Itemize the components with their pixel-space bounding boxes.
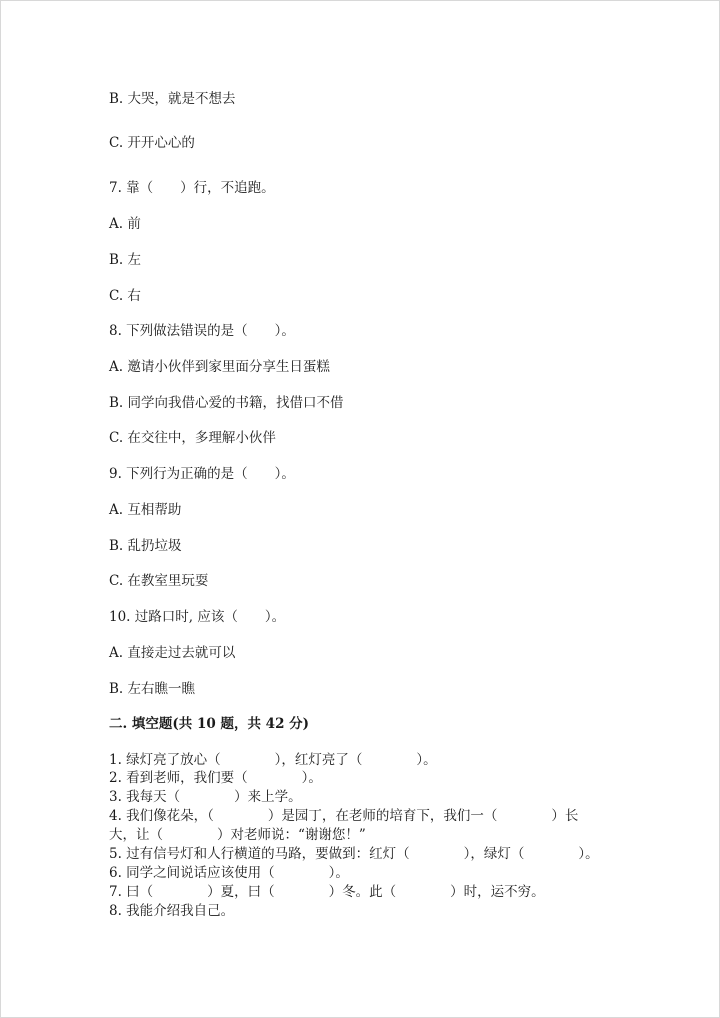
fill-question-7: 7. 曰（ ）夏，曰（ ）冬。此（ ）时，运不穷。: [109, 884, 545, 900]
fill-question-6: 6. 同学之间说话应该使用（ ）。: [109, 865, 349, 881]
question-7: 7. 靠（ ）行，不追跑。: [109, 180, 275, 196]
option-a-q7: A. 前: [109, 216, 141, 232]
fill-question-4: 4. 我们像花朵，（ ）是园丁，在老师的培育下，我们一（ ）长: [109, 808, 579, 824]
option-c-q9: C. 在教室里玩耍: [109, 573, 209, 589]
option-a-q10: A. 直接走过去就可以: [109, 645, 236, 661]
fill-question-8: 8. 我能介绍我自己。: [109, 903, 235, 919]
fill-question-2: 2. 看到老师，我们要（ ）。: [109, 770, 322, 786]
question-8: 8. 下列做法错误的是（ ）。: [109, 323, 295, 339]
question-10: 10. 过路口时, 应该（ ）。: [109, 609, 286, 625]
fill-question-1: 1. 绿灯亮了放心（ ），红灯亮了（ ）。: [109, 752, 437, 768]
fill-question-4-cont: 大，让（ ）对老师说：“谢谢您！”: [109, 827, 366, 843]
fill-question-3: 3. 我每天（ ）来上学。: [109, 789, 302, 805]
option-c-q6: C. 开开心心的: [109, 135, 195, 151]
option-b-q7: B. 左: [109, 252, 142, 268]
option-b-q9: B. 乱扔垃圾: [109, 538, 182, 554]
fill-question-5: 5. 过有信号灯和人行横道的马路，要做到：红灯（ ），绿灯（ ）。: [109, 846, 599, 862]
section-heading: 二. 填空题(共 10 题，共 42 分): [109, 716, 310, 732]
option-a-q8: A. 邀请小伙伴到家里面分享生日蛋糕: [109, 359, 330, 375]
option-a-q9: A. 互相帮助: [109, 502, 182, 518]
option-c-q7: C. 右: [109, 288, 141, 304]
option-b-q10: B. 左右瞧一瞧: [109, 681, 196, 697]
option-b-q6: B. 大哭，就是不想去: [109, 91, 236, 107]
option-c-q8: C. 在交往中，多理解小伙伴: [109, 430, 276, 446]
option-b-q8: B. 同学向我借心爱的书籍，找借口不借: [109, 395, 344, 411]
question-9: 9. 下列行为正确的是（ ）。: [109, 466, 295, 482]
